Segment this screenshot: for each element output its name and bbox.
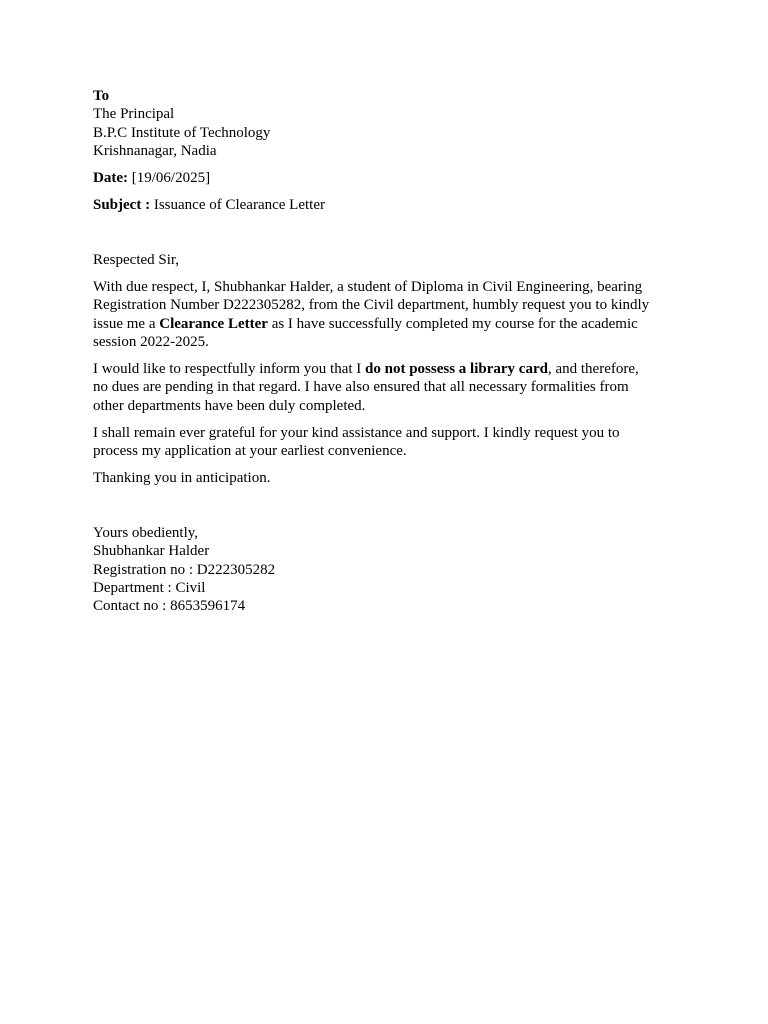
p1-line-4: session 2022-2025. — [93, 334, 209, 351]
recipient-institute: B.P.C Institute of Technology — [93, 124, 271, 141]
body-paragraph-2 — [93, 360, 693, 415]
p2-line-1: I would like to respectfully inform you that I do not possess a library card, and therefore, — [93, 361, 639, 378]
subject-value: Issuance of Clearance Letter — [153, 196, 325, 213]
body-paragraph-3 — [93, 424, 693, 461]
clearance-letter-emphasis: Clearance Letter — [159, 315, 268, 332]
closing-block — [93, 524, 693, 615]
body-paragraph-1 — [93, 278, 693, 351]
p1-line-3: issue me a Clearance Letter as I have successfully completed my course for the academic — [93, 315, 638, 332]
p2-line-3: other departments have been duly completed. — [93, 397, 366, 414]
p3-line-2: process my application at your earliest convenience. — [93, 442, 407, 459]
recipient-address: Krishnanagar, Nadia — [93, 142, 217, 159]
date-label: Date: — [93, 169, 128, 186]
body-paragraph-4: Thanking you in anticipation. — [93, 469, 271, 486]
p1-line-1: With due respect, I, Shubhankar Halder, a student of Diploma in Civil Engineering, bearing — [93, 279, 643, 296]
sender-department: Department : Civil — [93, 580, 206, 597]
library-card-emphasis: do not possess a library card — [365, 361, 548, 378]
subject-line — [93, 196, 693, 214]
subject-label: Subject : — [93, 196, 151, 213]
salutation: Respected Sir, — [93, 252, 180, 269]
sender-registration: Registration no : D222305282 — [93, 561, 276, 578]
recipient-title: The Principal — [93, 106, 175, 123]
letter-page — [93, 87, 693, 616]
p2-line-2: no dues are pending in that regard. I have also ensured that all necessary formalities from — [93, 379, 629, 396]
date-value: [19/06/2025] — [131, 169, 211, 186]
to-label: To — [93, 88, 110, 104]
recipient-block — [93, 87, 693, 160]
date-line — [93, 169, 693, 187]
valediction: Yours obediently, — [93, 525, 199, 542]
p3-line-1: I shall remain ever grateful for your kind assistance and support. I kindly request you to — [93, 424, 620, 441]
p1-line-2: Registration Number D222305282, from the Civil department, humbly request you to kindly — [93, 297, 650, 314]
sender-contact: Contact no : 8653596174 — [93, 598, 246, 615]
sender-name: Shubhankar Halder — [93, 543, 210, 560]
